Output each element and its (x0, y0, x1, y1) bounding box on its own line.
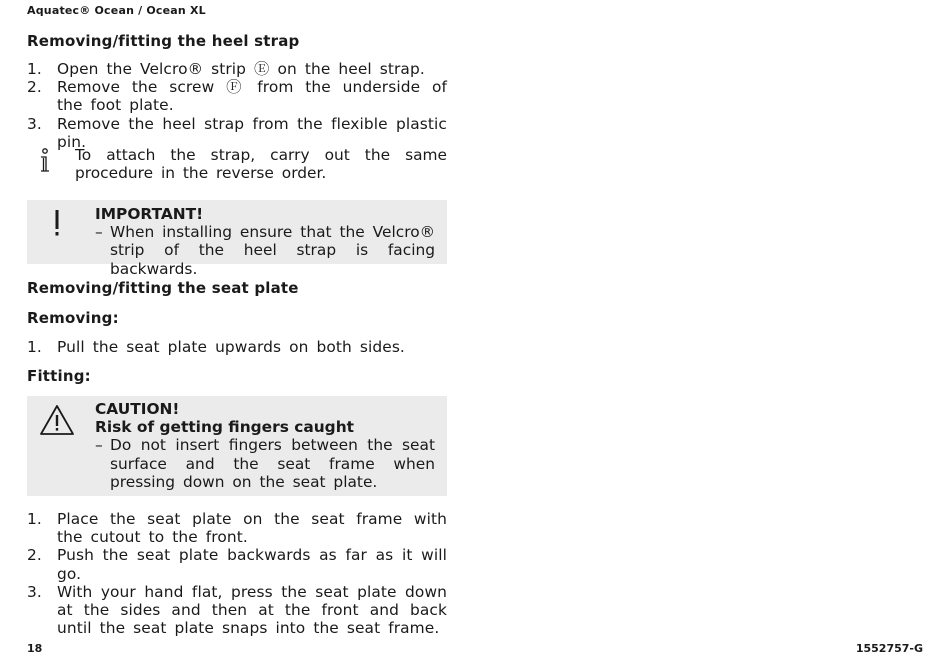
list-item (27, 583, 447, 638)
step-text: Push the seat plate backwards as far as it will go. (57, 546, 447, 583)
warning-triangle-icon (39, 404, 75, 436)
caution-text: Do not insert fingers between the seat surface and the seat frame when pressing down on the seat plate. (110, 436, 435, 491)
list-item (27, 338, 447, 356)
removing-steps (27, 338, 447, 356)
caution-subtitle: Risk of getting fingers caught (95, 418, 355, 437)
step-text: Place the seat plate on the seat frame with the cutout to the front. (57, 510, 447, 547)
step-text: Pull the seat plate upwards on both sides. (57, 338, 405, 356)
step-number: 1. (27, 510, 42, 528)
step-text: Remove the heel strap from the flexible plastic pin. (57, 114, 447, 151)
important-title: IMPORTANT! (95, 205, 204, 223)
step-number: 1. (27, 338, 42, 356)
list-item (27, 78, 447, 114)
step-number: 1. (27, 60, 42, 78)
step-number: 2. (27, 78, 42, 97)
removing-label: Removing: (27, 309, 119, 327)
step-text: With your hand flat, press the seat plate down at the sides and then at the front and back until the seat plate snaps into the seat frame. (57, 582, 447, 638)
heel-strap-steps (27, 60, 447, 151)
list-item (27, 60, 447, 78)
important-box (27, 200, 447, 278)
page-number: 18 (27, 642, 43, 655)
list-item (27, 546, 447, 582)
dash-bullet: – (95, 436, 103, 455)
step-text: Remove the screw Ⓕ from the underside of the foot plate. (57, 78, 447, 115)
step-number: 2. (27, 546, 42, 565)
list-item (27, 510, 447, 546)
info-note (27, 146, 447, 182)
caution-box (27, 396, 447, 496)
step-number: 3. (27, 582, 42, 601)
fitting-label: Fitting: (27, 367, 91, 385)
step-text: Open the Velcro® strip Ⓔ on the heel strap. (57, 60, 425, 78)
exclamation-icon (51, 208, 63, 238)
important-text: When installing ensure that the Velcro® strip of the heel strap is facing backwards. (110, 223, 435, 278)
dash-bullet: – (95, 223, 103, 242)
step-number: 3. (27, 114, 42, 133)
document-id: 1552757-G (855, 642, 923, 655)
caution-title: CAUTION! (95, 400, 180, 418)
seat-plate-heading: Removing/fitting the seat plate (27, 279, 299, 297)
info-icon (33, 147, 59, 177)
info-text: To attach the strap, carry out the same procedure in the reverse order. (75, 146, 447, 183)
fitting-steps (27, 510, 447, 637)
document-header: Aquatec® Ocean / Ocean XL (27, 4, 206, 17)
heel-strap-heading: Removing/fitting the heel strap (27, 32, 300, 50)
